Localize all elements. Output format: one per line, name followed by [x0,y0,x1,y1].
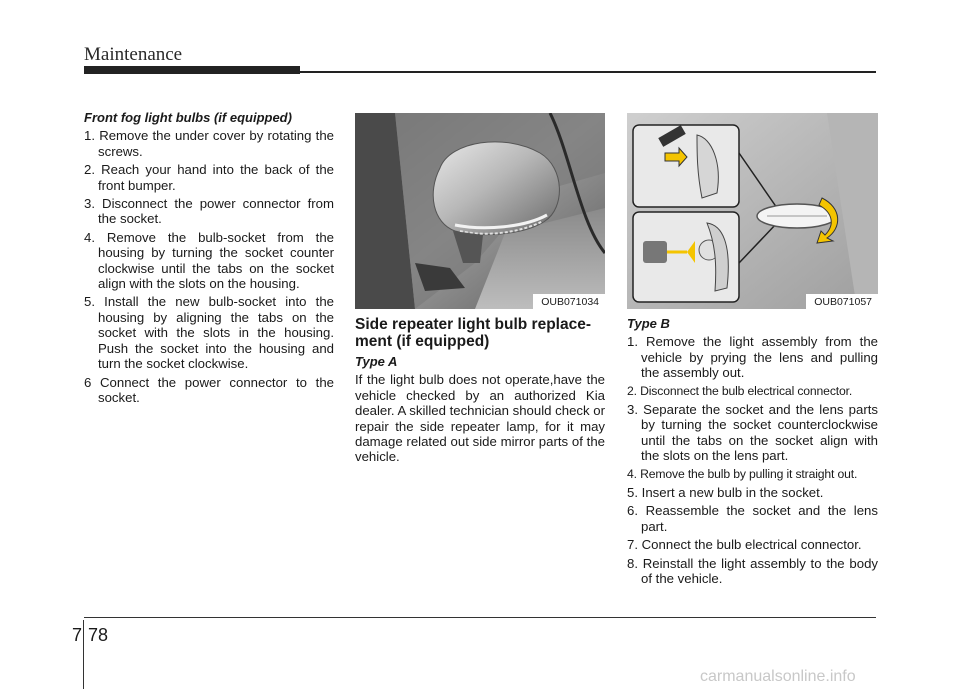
side-mirror-figure [355,113,605,309]
type-b-step-7: 7. Connect the bulb electrical connector. [627,537,862,553]
type-a-label: Type A [355,354,398,369]
page-title: Maintenance [84,44,183,65]
figure-code-right: OUB071057 [806,294,878,309]
type-b-step-5: 5. Insert a new bulb in the socket. [627,485,824,501]
repeater-illustration [627,113,878,309]
fog-step-1: 1. Remove the under cover by rotating the screws. [84,128,334,159]
footer-rule [84,617,876,618]
fog-step-4: 4. Remove the bulb-socket from the housing by turning the socket counter clockwise until the tabs on the socket align with the slots on the housing. [84,229,334,292]
type-b-step-4: 4. Remove the bulb by pulling it straight out. [627,466,858,481]
type-b-section [627,316,878,590]
footer-divider [83,620,84,689]
side-mirror-illustration [355,113,605,309]
type-b-step-3: 3. Separate the socket and the lens parts by turning the socket counterclockwise until the tabs on the socket align with the slots on the lens part. [627,402,878,464]
header-bar [84,66,300,74]
fog-step-3: 3. Disconnect the power connector from the socket. [84,196,334,227]
repeater-bulb-figure [627,113,878,309]
side-repeater-title: Side repeater light bulb replace-ment (if equipped) [355,316,592,350]
type-b-step-8: 8. Reinstall the light assembly to the body of the vehicle. [627,555,878,587]
header-rule [300,71,876,73]
fog-step-2: 2. Reach your hand into the back of the front bumper. [84,162,334,193]
fog-light-section [84,110,334,408]
type-a-text: If the light bulb does not operate,have the vehicle checked by an authorized Kia dealer. A skilled technician should check or repair the side repeater lamp, for it may damage related out side mirror parts of the vehicle. [355,372,605,465]
side-repeater-section [355,316,605,465]
type-b-step-1: 1. Remove the light assembly from the vehicle by prying the lens and pulling the assembly out. [627,334,878,381]
chapter-number: 7 [72,625,83,645]
figure-code-left: OUB071034 [533,294,605,309]
fog-step-5: 5. Install the new bulb-socket into the housing by aligning the tabs on the socket with the slots in the housing. Push the socket into the housing and turn the socket clockwise. [84,294,334,372]
type-b-label: Type B [627,316,670,331]
page-number: 78 [88,625,109,645]
fog-light-title: Front fog light bulbs (if equipped) [84,110,292,125]
fog-step-6: 6 Connect the power connector to the socket. [84,374,334,405]
type-b-step-6: 6. Reassemble the socket and the lens part. [627,503,878,534]
watermark: carmanualsonline.info [700,668,856,685]
type-b-step-2: 2. Disconnect the bulb electrical connector. [627,383,853,398]
